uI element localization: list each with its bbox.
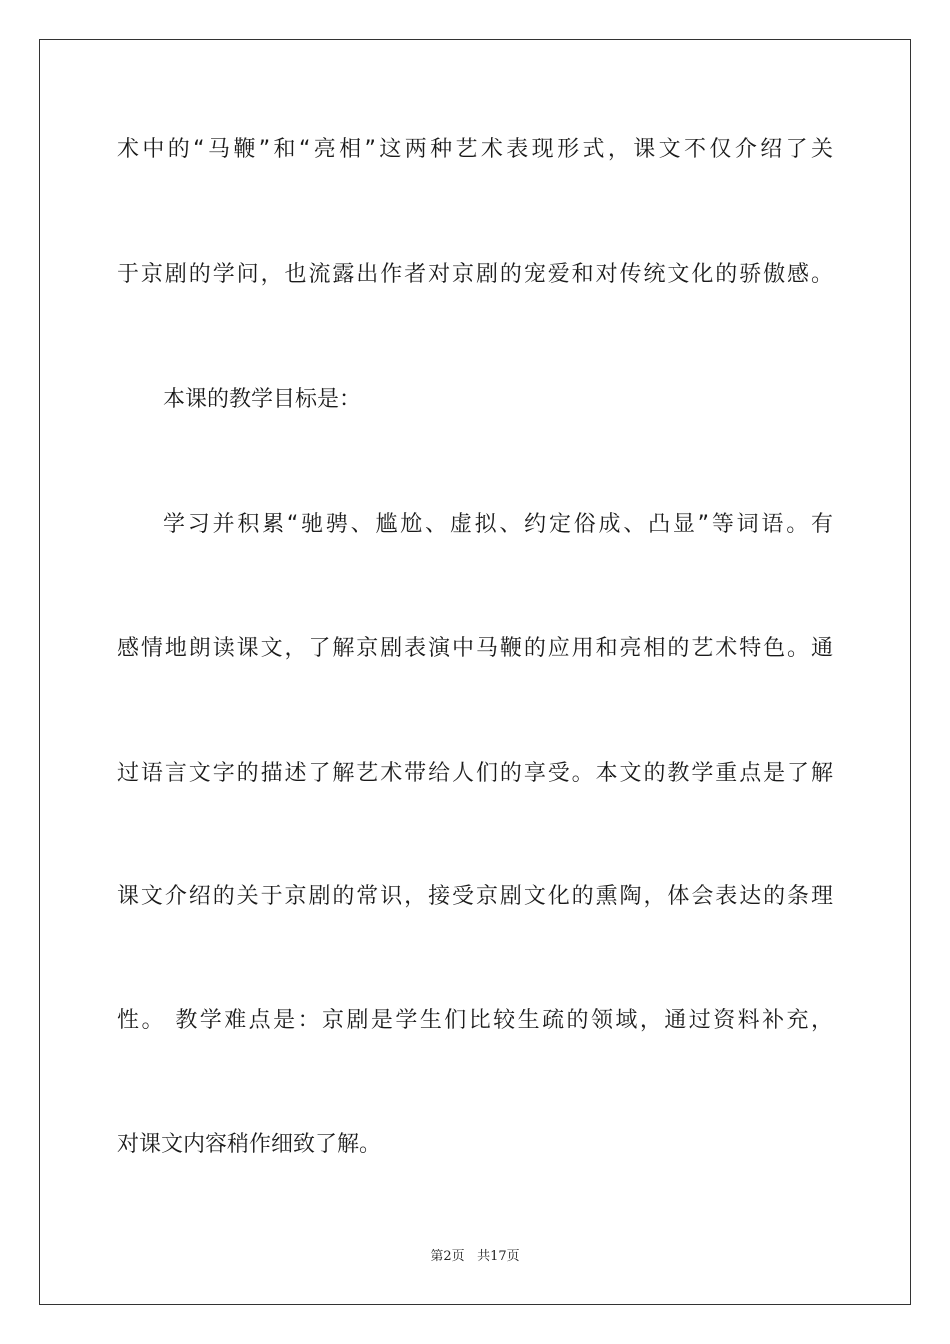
page-number: 第2页 [430,1249,465,1264]
body-line-2: 于京剧的学问，也流露出作者对京剧的宠爱和对传统文化的骄傲感。 [117,262,833,287]
body-line-9: 对课文内容稍作细致了解。 [117,1132,382,1157]
body-line-5: 感情地朗读课文，了解京剧表演中马鞭的应用和亮相的艺术特色。通 [117,636,833,661]
body-line-1: 术中的“马鞭”和“亮相”这两种艺术表现形式，课文不仅介绍了关 [117,137,833,162]
page-total: 共17页 [477,1249,520,1264]
page-border [39,39,911,1305]
body-line-6: 过语言文字的描述了解艺术带给人们的享受。本文的教学重点是了解 [117,761,833,786]
page-footer [0,1248,950,1266]
body-line-4: 学习并积累“驰骋、尴尬、虚拟、约定俗成、凸显”等词语。有 [163,512,834,537]
body-line-8: 性。 教学难点是：京剧是学生们比较生疏的领域，通过资料补充， [117,1008,833,1033]
body-line-7: 课文介绍的关于京剧的常识，接受京剧文化的熏陶，体会表达的条理 [117,884,833,909]
body-line-3: 本课的教学目标是： [163,387,362,412]
